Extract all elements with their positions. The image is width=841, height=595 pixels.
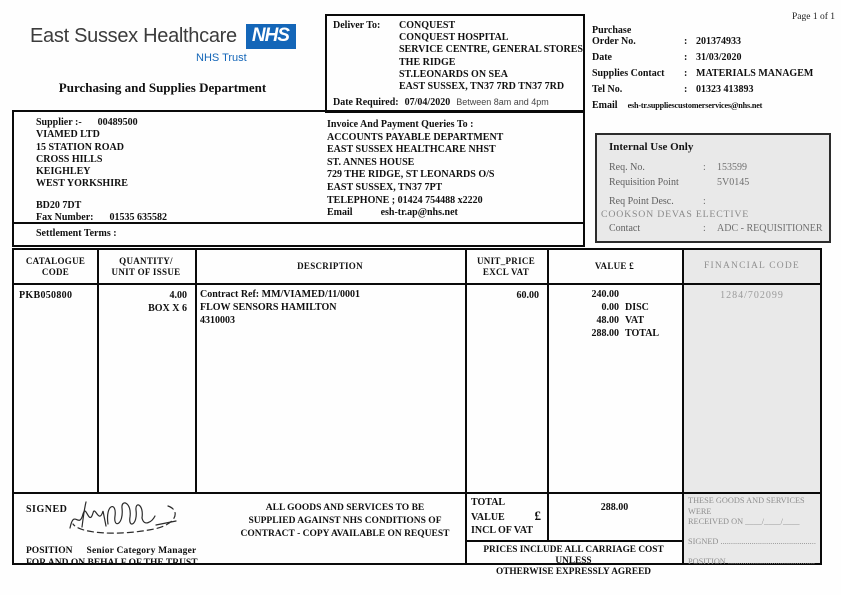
order-email-label: Email (592, 100, 618, 111)
deliver-to-label: Deliver To: (333, 20, 381, 31)
brand-header (30, 24, 296, 49)
signature-image (56, 494, 188, 547)
carriage-text: PRICES INCLUDE ALL CARRIAGE COST UNLESS OTHERWISE EXPRESSLY AGREED (483, 545, 664, 577)
deliver-to-line: SERVICE CENTRE, GENERAL STORES (399, 44, 583, 56)
item-description: Contract Ref: MM/VIAMED/11/0001 FLOW SENSORS HAMILTON 4310003 (200, 289, 360, 326)
supplier-line: KEIGHLEY (36, 166, 91, 178)
fax-value: 01535 635582 (109, 212, 167, 224)
invoice-queries-block (327, 119, 503, 220)
position-value: Senior Category Manager (86, 546, 197, 556)
order-no-value: 201374933 (696, 36, 741, 47)
order-no-label: Order No. (592, 36, 636, 47)
deliver-to-line: EAST SUSSEX, TN37 7RD TN37 7RD (399, 81, 565, 93)
order-date-value: 31/03/2020 (696, 52, 742, 63)
invoice-queries-line: TELEPHONE ; 01424 754488 x2220 (327, 194, 483, 206)
req-no-label: Req. No. (609, 162, 645, 173)
deliver-to-box (325, 14, 585, 113)
pound-sign: £ (534, 508, 541, 523)
department-title: Purchasing and Supplies Department (58, 80, 267, 95)
supplier-code: 00489500 (97, 117, 138, 128)
invoice-queries-line: ST. ANNES HOUSE (327, 156, 415, 168)
deliver-to-line: CONQUEST (399, 20, 456, 31)
internal-use-box: Internal Use Only Req. No. : 153599 Requisition Point 5V0145 Req Point Desc. : COOKSON DEVAS ELECTIVE Contact : ADC - REQUISITIONER (595, 133, 831, 243)
page-number: Page 1 of 1 (791, 12, 835, 22)
ap-email-value: esh-tr.ap@nhs.net (380, 207, 458, 219)
column-header-description: DESCRIPTION (297, 261, 363, 271)
received-signed-line: SIGNED .............................................. (688, 536, 816, 546)
ap-email-label: Email (327, 207, 353, 219)
invoice-queries-line: EAST SUSSEX HEALTHCARE NHST (327, 144, 496, 156)
column-header-quantity: QUANTITY/ UNIT OF ISSUE (111, 255, 181, 277)
column-header-unit-price: UNIT_PRICE EXCL VAT (476, 255, 535, 277)
delivery-time-window: Between 8am and 4pm (456, 97, 549, 107)
requisition-point-label: Requisition Point (609, 177, 679, 188)
item-quantity: 4.00 BOX X 6 (148, 290, 187, 314)
supplier-line: WEST YORKSHIRE (36, 178, 128, 190)
column-header-value: VALUE £ (594, 261, 635, 271)
nhs-logo: NHS (246, 24, 296, 49)
date-required-label: Date Required: (333, 97, 399, 108)
invoice-queries-line: EAST SUSSEX, TN37 7PT (327, 181, 443, 193)
supplier-postcode: BD20 7DT (36, 199, 82, 211)
on-behalf-text: FOR AND ON BEHALF OF THE TRUST (26, 558, 198, 568)
order-info-block: Page 1 of 1 Purchase Order No. : 201374933 Date : 31/03/2020 Supplies Contact : MATERIALS MANAGEM Tel No. : 01323 413893 Email esh-tr.suppliescustomerservices@nhs.net (592, 12, 835, 111)
req-no-value: 153599 (717, 162, 747, 173)
column-header-financial-code: FINANCIAL CODE (704, 261, 800, 271)
item-catalogue-code: PKB050800 (19, 290, 73, 301)
supplier-address-block (36, 117, 167, 224)
line-items-table (12, 248, 822, 577)
fax-label: Fax Number: (36, 212, 94, 224)
purchase-word: Purchase (592, 25, 632, 36)
deliver-to-address (399, 20, 583, 93)
invoice-queries-title: Invoice And Payment Queries To : (327, 119, 474, 130)
divider (14, 222, 583, 224)
supplier-line: CROSS HILLS (36, 153, 103, 165)
internal-contact-label: Contact (609, 223, 641, 234)
requisition-point-value: 5V0145 (717, 177, 750, 188)
supplies-contact-value: MATERIALS MANAGEM (696, 68, 814, 79)
conditions-text: ALL GOODS AND SERVICES TO BE SUPPLIED AGAINST NHS CONDITIONS OF CONTRACT - COPY AVAILABLE ON REQUEST (240, 503, 450, 539)
supplier-box (12, 110, 585, 247)
position-label: POSITION (26, 546, 73, 556)
deliver-to-line: ST.LEONARDS ON SEA (399, 68, 509, 80)
nhs-trust-label: NHS Trust (196, 52, 247, 64)
supplier-label: Supplier :- (36, 117, 82, 128)
req-point-desc-value: COOKSON DEVAS ELECTIVE (601, 209, 750, 220)
order-date-label: Date (592, 52, 612, 63)
signed-label: SIGNED (26, 504, 68, 515)
item-value-breakdown: 240.00 0.00 DISC 48.00 VAT 288.00 TOTAL (591, 289, 660, 339)
received-position-line: POSITION .......................................... (688, 557, 815, 566)
internal-contact-value: ADC - REQUISITIONER (717, 223, 823, 234)
req-point-desc-label: Req Point Desc. (609, 196, 674, 207)
settlement-terms-label: Settlement Terms : (36, 228, 117, 239)
tel-value: 01323 413893 (696, 84, 754, 95)
invoice-queries-line: ACCOUNTS PAYABLE DEPARTMENT (327, 131, 504, 143)
deliver-to-line: THE RIDGE (399, 56, 456, 68)
deliver-to-line: CONQUEST HOSPITAL (399, 32, 509, 44)
column-header-catalogue: CATALOGUE CODE (25, 255, 86, 277)
internal-use-title: Internal Use Only (609, 141, 694, 153)
supplier-line: VIAMED LTD (36, 129, 100, 141)
supplier-line: 15 STATION ROAD (36, 141, 124, 153)
date-required-value: 07/04/2020 (404, 97, 451, 108)
tel-label: Tel No. (592, 84, 623, 95)
total-value-label-cell: TOTAL VALUE £ INCL OF VAT (471, 497, 541, 536)
goods-received-cell: THESE GOODS AND SERVICES WERE RECEIVED ON ____/____/____ SIGNED .............................................. POSITION .......................................... (688, 496, 818, 568)
order-email-value: esh-tr.suppliescustomerservices@nhs.net (627, 101, 763, 110)
supplies-contact-label: Supplies Contact (592, 68, 665, 79)
total-value-amount: 288.00 (600, 502, 629, 513)
invoice-queries-line: 729 THE RIDGE, ST LEONARDS O/S (327, 169, 495, 181)
organisation-name: East Sussex Healthcare (30, 25, 237, 47)
item-financial-code: 1284/702099 (720, 290, 784, 301)
item-unit-price: 60.00 (516, 290, 539, 301)
